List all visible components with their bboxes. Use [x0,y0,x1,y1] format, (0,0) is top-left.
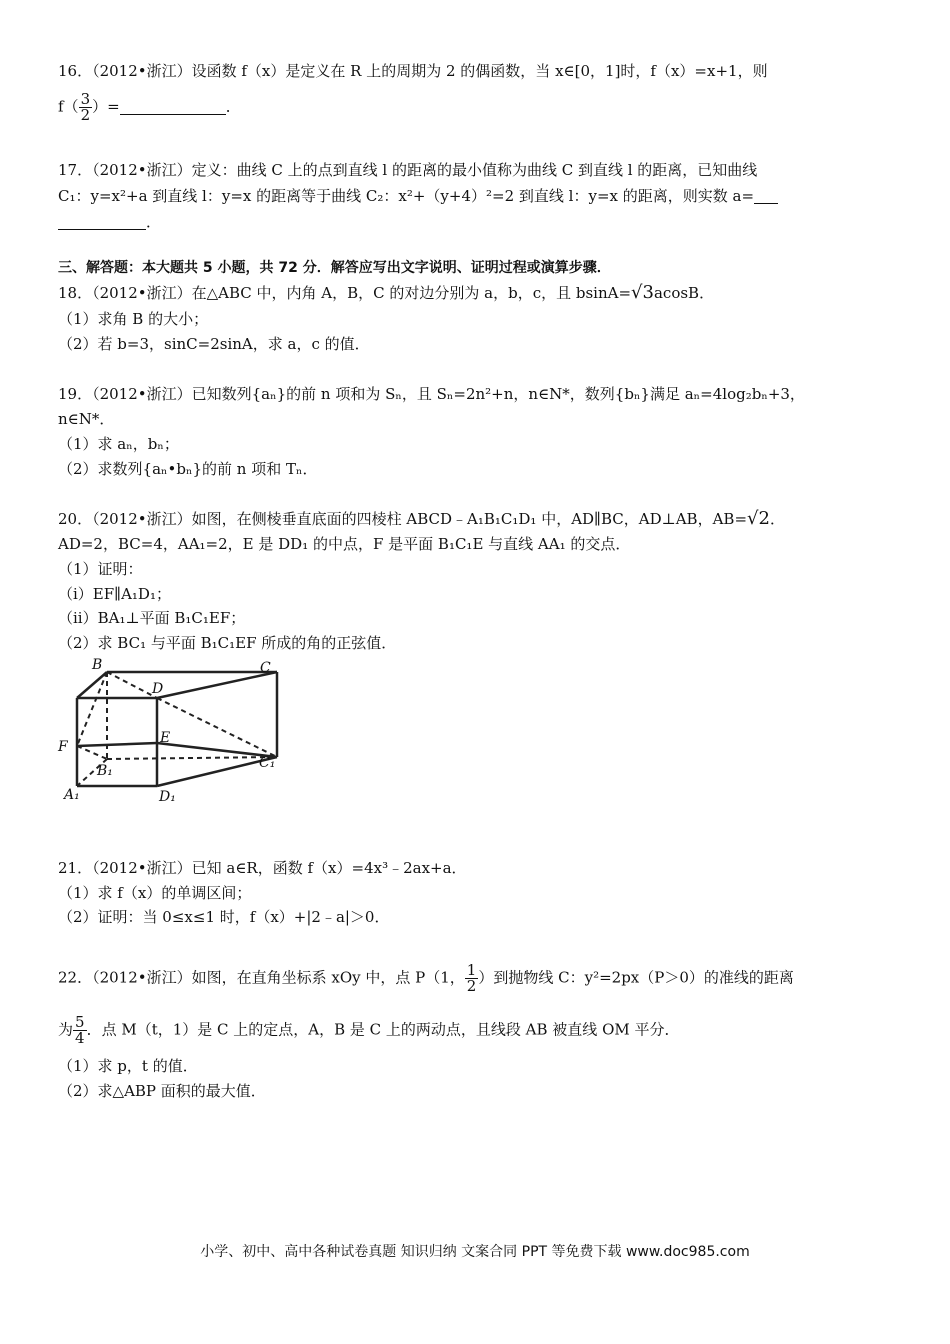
label-b1: B₁ [97,763,113,779]
label-b: B [92,657,103,673]
q22-line1: 22．（2012•浙江）如图，在直角坐标系 xOy 中，点 P（1， $\frac{1}{2}$ ）到抛物线 C：y²=2px（P＞0）的准线的距离 [58,961,794,995]
q20-line2: AD=2，BC=4，AA₁=2，E 是 DD₁ 的中点，F 是平面 B₁C₁E 与直线 AA₁ 的交点． [58,535,631,553]
q20-part1: （1）证明： [58,560,143,578]
q18-sqrt3: √3 [631,282,654,303]
q18-part1: （1）求角 B 的大小； [58,310,209,328]
edge-fb1 [77,746,107,759]
q22-fraction-half: $\frac{1}{2}$ [466,961,477,995]
q18-line1: 18．（2012•浙江）在△ABC 中，内角 A，B，C 的对边分别为 a，b，c，且 bsinA=√3acosB． [58,282,715,303]
q19-line2: n∈N*． [58,410,115,428]
edge-dc [157,672,277,698]
q18-part2: （2）若 b=3，sinC=2sinA，求 a，c 的值． [58,335,370,353]
q19-part1: （1）求 aₙ，bₙ； [58,435,179,453]
q22-part1: （1）求 p，t 的值． [58,1057,198,1075]
q16-f: f（ [58,97,79,116]
label-a1: A₁ [64,787,80,803]
prism-figure [52,655,292,805]
label-f: F [58,739,68,755]
label-c1: C₁ [259,755,276,771]
label-d1: D₁ [159,789,176,805]
q20-part1-i: （i）EF∥A₁D₁； [58,585,171,603]
q19-part2: （2）求数列{aₙ•bₙ}的前 n 项和 Tₙ． [58,460,318,478]
q20-line1: 20．（2012•浙江）如图，在侧棱垂直底面的四棱柱 ABCD﹣A₁B₁C₁D₁ 中，AD∥BC，AD⊥AB，AB=√2． [58,508,785,529]
label-d: D [152,681,164,697]
q20-sqrt2: √2 [747,508,770,529]
edge-fe [77,743,157,746]
q20-part1-ii: （ii）BA₁⊥平面 B₁C₁EF； [58,609,246,627]
q22-fraction-five-quarters: $\frac{5}{4}$ [75,1013,85,1047]
q21-part1: （1）求 f（x）的单调区间； [58,884,252,902]
q20-part2: （2）求 BC₁ 与平面 B₁C₁EF 所成的角的正弦值． [58,634,397,652]
q17-line2: C₁：y=x²+a 到直线 l：y=x 的距离等于曲线 C₂：x²+（y+4）²=2 到直线 l：y=x 的距离，则实数 a= [58,186,778,206]
q21-line1: 21．（2012•浙江）已知 a∈R，函数 f（x）=4x³﹣2ax+a． [58,859,467,877]
footer-text: 小学、初中、高中各种试卷真题 知识归纳 文案合同 PPT 等免费下载 www.doc985.com [200,1244,750,1260]
q17-line3: ． [58,212,161,232]
q21-part2: （2）证明：当 0≤x≤1 时，f（x）+|2﹣a|＞0． [58,908,390,926]
q17-answer-blank-b[interactable] [58,215,146,230]
q17-line1: 17．（2012•浙江）定义：曲线 C 上的点到直线 l 的距离的最小值称为曲线 C 到直线 l 的距离，已知曲线 [58,161,758,179]
label-c: C [260,660,271,676]
section-heading: 三、解答题：本大题共 5 小题，共 72 分．解答应写出文字说明、证明过程或演算步骤． [58,260,611,276]
q16-line2: f（ $\frac{3}{2}$ ）= ． [58,90,241,124]
q22-line2: 为 $\frac{5}{4}$ ．点 M（t，1）是 C 上的定点，A，B 是 C 上的两动点，且线段 AB 被直线 OM 平分． [58,1013,680,1047]
edge-bf [77,672,107,746]
edge-dc1 [157,698,277,757]
q19-line1: 19．（2012•浙江）已知数列{aₙ}的前 n 项和为 Sₙ，且 Sₙ=2n²+n，n∈N*，数列{bₙ}满足 aₙ=4log₂bₙ+3， [58,385,805,403]
edge-b1c1 [107,757,277,759]
q22-part2: （2）求△ABP 面积的最大值． [58,1082,266,1100]
q16-answer-blank[interactable] [120,100,226,115]
label-e: E [160,730,171,746]
q16-line1: 16．（2012•浙江）设函数 f（x）是定义在 R 上的周期为 2 的偶函数，当 x∈[0，1]时，f（x）=x+1，则 [58,62,768,80]
edge-bd [107,672,157,698]
q16-fraction: $\frac{3}{2}$ [80,90,91,124]
q16-close: ）= [92,97,120,116]
q17-answer-blank-a[interactable] [754,189,778,204]
